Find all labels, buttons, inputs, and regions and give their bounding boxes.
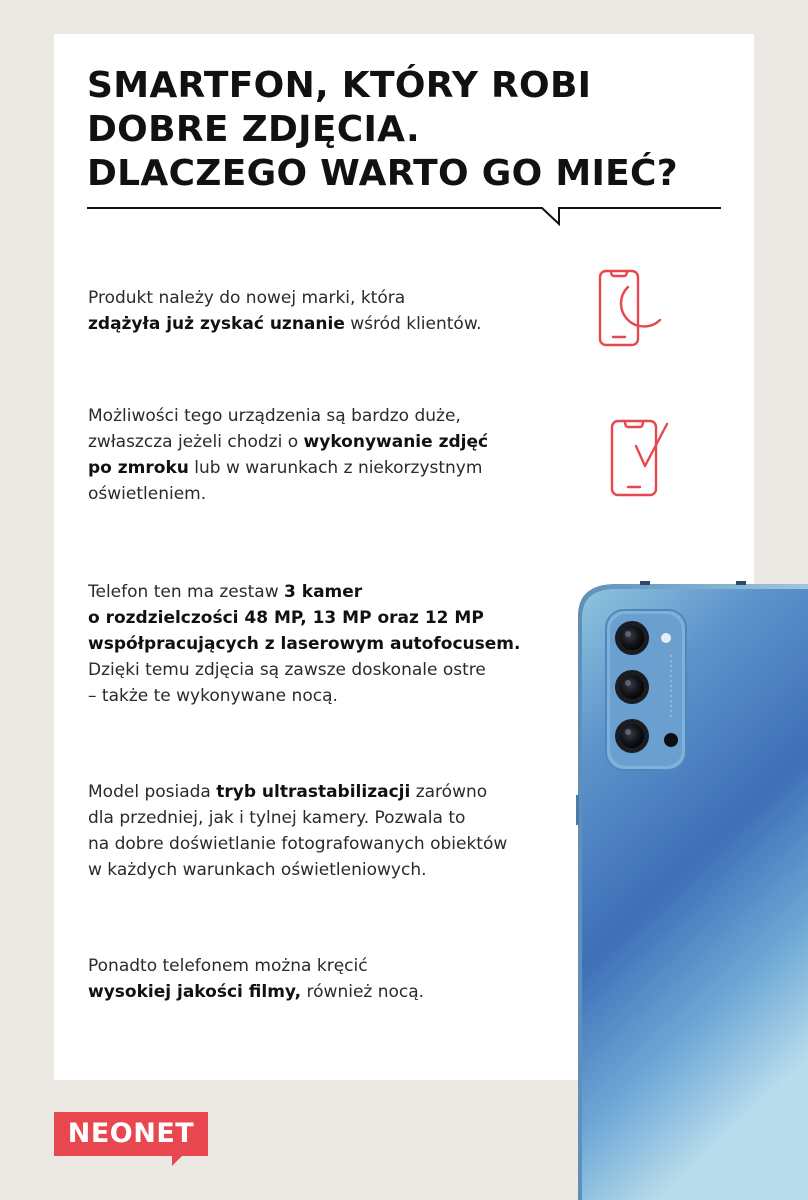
text-run: Model posiada [88,782,217,802]
bold-text: tryb ultrastabilizacji [216,782,411,802]
text-run: Ponadto telefonem można kręcić [88,956,368,976]
text-line [88,311,482,337]
text-run: dla przedniej, jak i tylnej kamery. Pozwala to [88,808,466,828]
bold-text: zdążyła już zyskać uznanie [88,314,345,334]
title-line-1: SMARTFON, KTÓRY ROBI [87,65,592,106]
title-line-2: DOBRE ZDJĘCIA. [87,109,420,150]
text-line [88,779,507,805]
text-line [88,657,520,683]
text-run: zwłaszcza jeżeli chodzi o [88,432,304,452]
text-line [88,953,424,979]
bold-text: 3 kamer [284,582,363,602]
text-run: na dobre doświetlanie fotografowanych obiektów [88,834,508,854]
text-run: Dzięki temu zdjęcia są zawsze doskonale ostre [88,660,486,680]
section-night-photos [88,403,488,507]
section-cameras [88,579,520,709]
text-run: w każdych warunkach oświetleniowych. [88,860,427,880]
bold-text: wysokiej jakości filmy, [88,982,302,1002]
text-line [88,631,520,657]
text-run: – także te wykonywane nocą. [88,686,338,706]
text-run: wśród klientów. [344,314,482,334]
text-run: Możliwości tego urządzenia są bardzo duże, [88,406,461,426]
text-line [88,579,520,605]
phone-check-icon [609,418,671,498]
title-line-3: DLACZEGO WARTO GO MIEĆ? [87,153,678,194]
text-line [88,857,507,883]
text-line [88,481,488,507]
text-run: zarówno [410,782,488,802]
text-line [88,831,507,857]
text-line [88,429,488,455]
bold-text: o rozdzielczości 48 MP, 13 MP oraz 12 MP [88,608,484,628]
text-line [88,403,488,429]
logo-text: NEONET [67,1118,195,1149]
bold-text: wykonywanie zdjęć [303,432,489,452]
speech-bubble-divider [87,206,721,226]
text-line [88,979,424,1005]
bold-text: współpracujących z laserowym autofocusem. [88,634,521,654]
text-run: lub w warunkach z niekorzystnym [188,458,483,478]
text-line [88,455,488,481]
page-title [87,64,747,196]
phone-moon-icon [594,268,666,348]
section-stabilization [88,779,507,883]
neonet-logo [54,1112,208,1168]
bold-text: po zmroku [88,458,189,478]
section-video [88,953,424,1005]
text-line [88,605,520,631]
smartphone-image [576,580,808,1200]
text-line [88,285,482,311]
text-run: również nocą. [301,982,425,1002]
section-new-brand [88,285,482,337]
text-run: Produkt należy do nowej marki, która [88,288,406,308]
text-line [88,805,507,831]
text-line [88,683,520,709]
text-run: oświetleniem. [88,484,207,504]
text-run: Telefon ten ma zestaw [88,582,285,602]
